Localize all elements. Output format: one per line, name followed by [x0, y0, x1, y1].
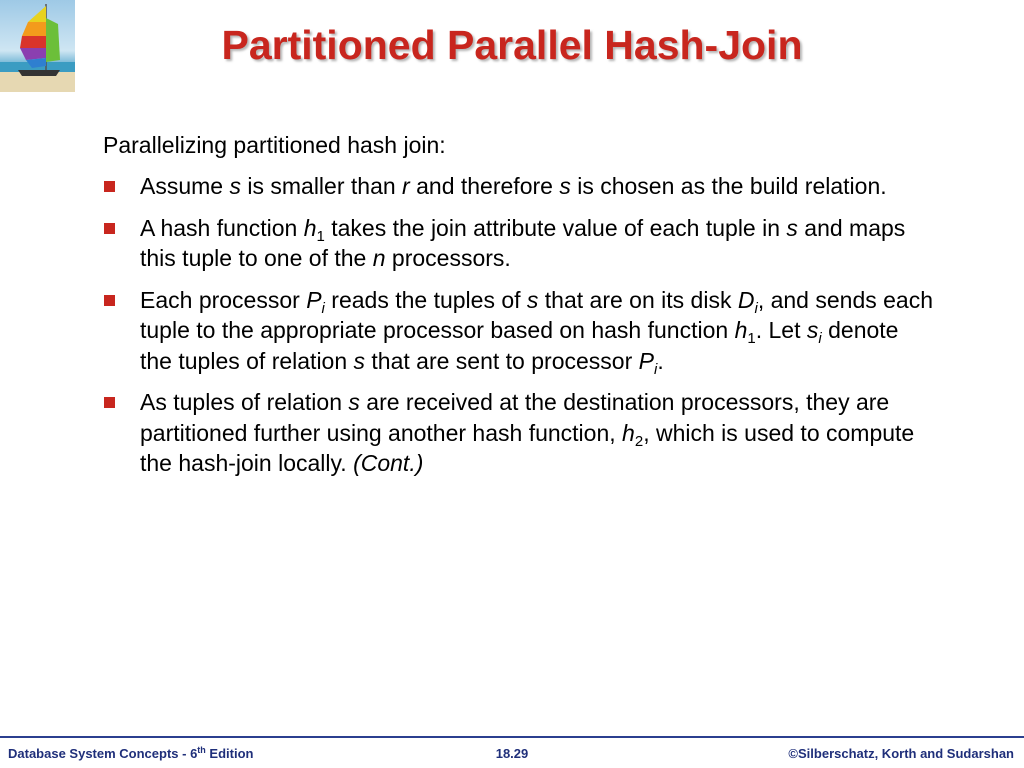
- bullet-text: and maps this tuple to one of the: [140, 214, 906, 271]
- bullet-item: [103, 285, 933, 377]
- italic-text: s: [786, 214, 798, 241]
- footer-page-number: 18.29: [495, 746, 529, 761]
- italic-text: s: [348, 389, 360, 415]
- bullet-text: reads the tuples of: [324, 286, 527, 313]
- square-bullet-icon: [104, 223, 115, 234]
- footer-edition-suffix: Edition: [205, 746, 254, 761]
- italic-text: n: [372, 245, 386, 271]
- footer-edition-sup: th: [197, 745, 206, 755]
- bullet-text: takes the join attribute value of each tuple in: [324, 214, 787, 241]
- bullet-text: that are on its disk: [538, 286, 738, 313]
- italic-text: s: [806, 317, 819, 343]
- bullet-text: As tuples of relation: [140, 389, 349, 415]
- bullet-list: [103, 171, 933, 490]
- bullet-text: A hash function: [140, 214, 304, 241]
- footer-copyright: ©Silberschatz, Korth and Sudarshan: [788, 746, 1014, 761]
- italic-text: r: [402, 173, 410, 199]
- subscript-text: i: [653, 360, 658, 378]
- italic-text: s: [229, 173, 241, 199]
- italic-text: s: [526, 286, 539, 313]
- bullet-item: [103, 171, 933, 202]
- subscript-text: 2: [634, 432, 644, 450]
- subscript-text: 1: [747, 330, 756, 347]
- bullet-text: processors.: [385, 245, 511, 271]
- italic-text: s: [559, 173, 571, 199]
- bullet-text: denote the tuples of relation: [140, 317, 899, 374]
- bullet-text: are received at the destination processors, they are partitioned further using another hash function,: [140, 389, 890, 446]
- bullet-text: and therefore: [409, 173, 560, 199]
- subscript-text: 1: [316, 227, 325, 245]
- italic-text: s: [353, 347, 366, 374]
- bullet-item: [103, 213, 933, 274]
- footer-book-title-text: Database System Concepts - 6: [8, 746, 198, 761]
- footer-divider: [0, 736, 1024, 738]
- bullet-item: [103, 387, 933, 479]
- intro-text: Parallelizing partitioned hash join:: [103, 132, 446, 158]
- square-bullet-icon: [104, 295, 115, 306]
- bullet-text: , which is used to compute the hash-join locally.: [140, 419, 915, 476]
- bullet-text: Each processor: [140, 286, 307, 313]
- italic-text: (Cont.): [353, 450, 424, 476]
- bullet-text: , and sends each tuple to the appropriate processor based on hash function: [140, 286, 933, 343]
- italic-text: h: [303, 214, 317, 241]
- bullet-text: Assume: [140, 173, 230, 199]
- bullet-text: . Let: [755, 317, 807, 343]
- italic-text: h: [734, 317, 748, 343]
- subscript-text: i: [754, 299, 758, 317]
- italic-text: P: [306, 286, 322, 313]
- italic-text: P: [638, 347, 654, 374]
- slide-title: Partitioned Parallel Hash-Join: [221, 22, 803, 68]
- bullet-text: that are sent to processor: [365, 347, 639, 374]
- italic-text: h: [622, 419, 635, 446]
- italic-text: D: [737, 286, 755, 313]
- square-bullet-icon: [104, 181, 115, 192]
- subscript-text: i: [818, 330, 822, 347]
- bullet-text: .: [657, 347, 664, 374]
- bullet-text: is smaller than: [240, 173, 403, 199]
- subscript-text: i: [321, 299, 325, 317]
- bullet-text: is chosen as the build relation.: [570, 173, 887, 199]
- square-bullet-icon: [104, 397, 115, 408]
